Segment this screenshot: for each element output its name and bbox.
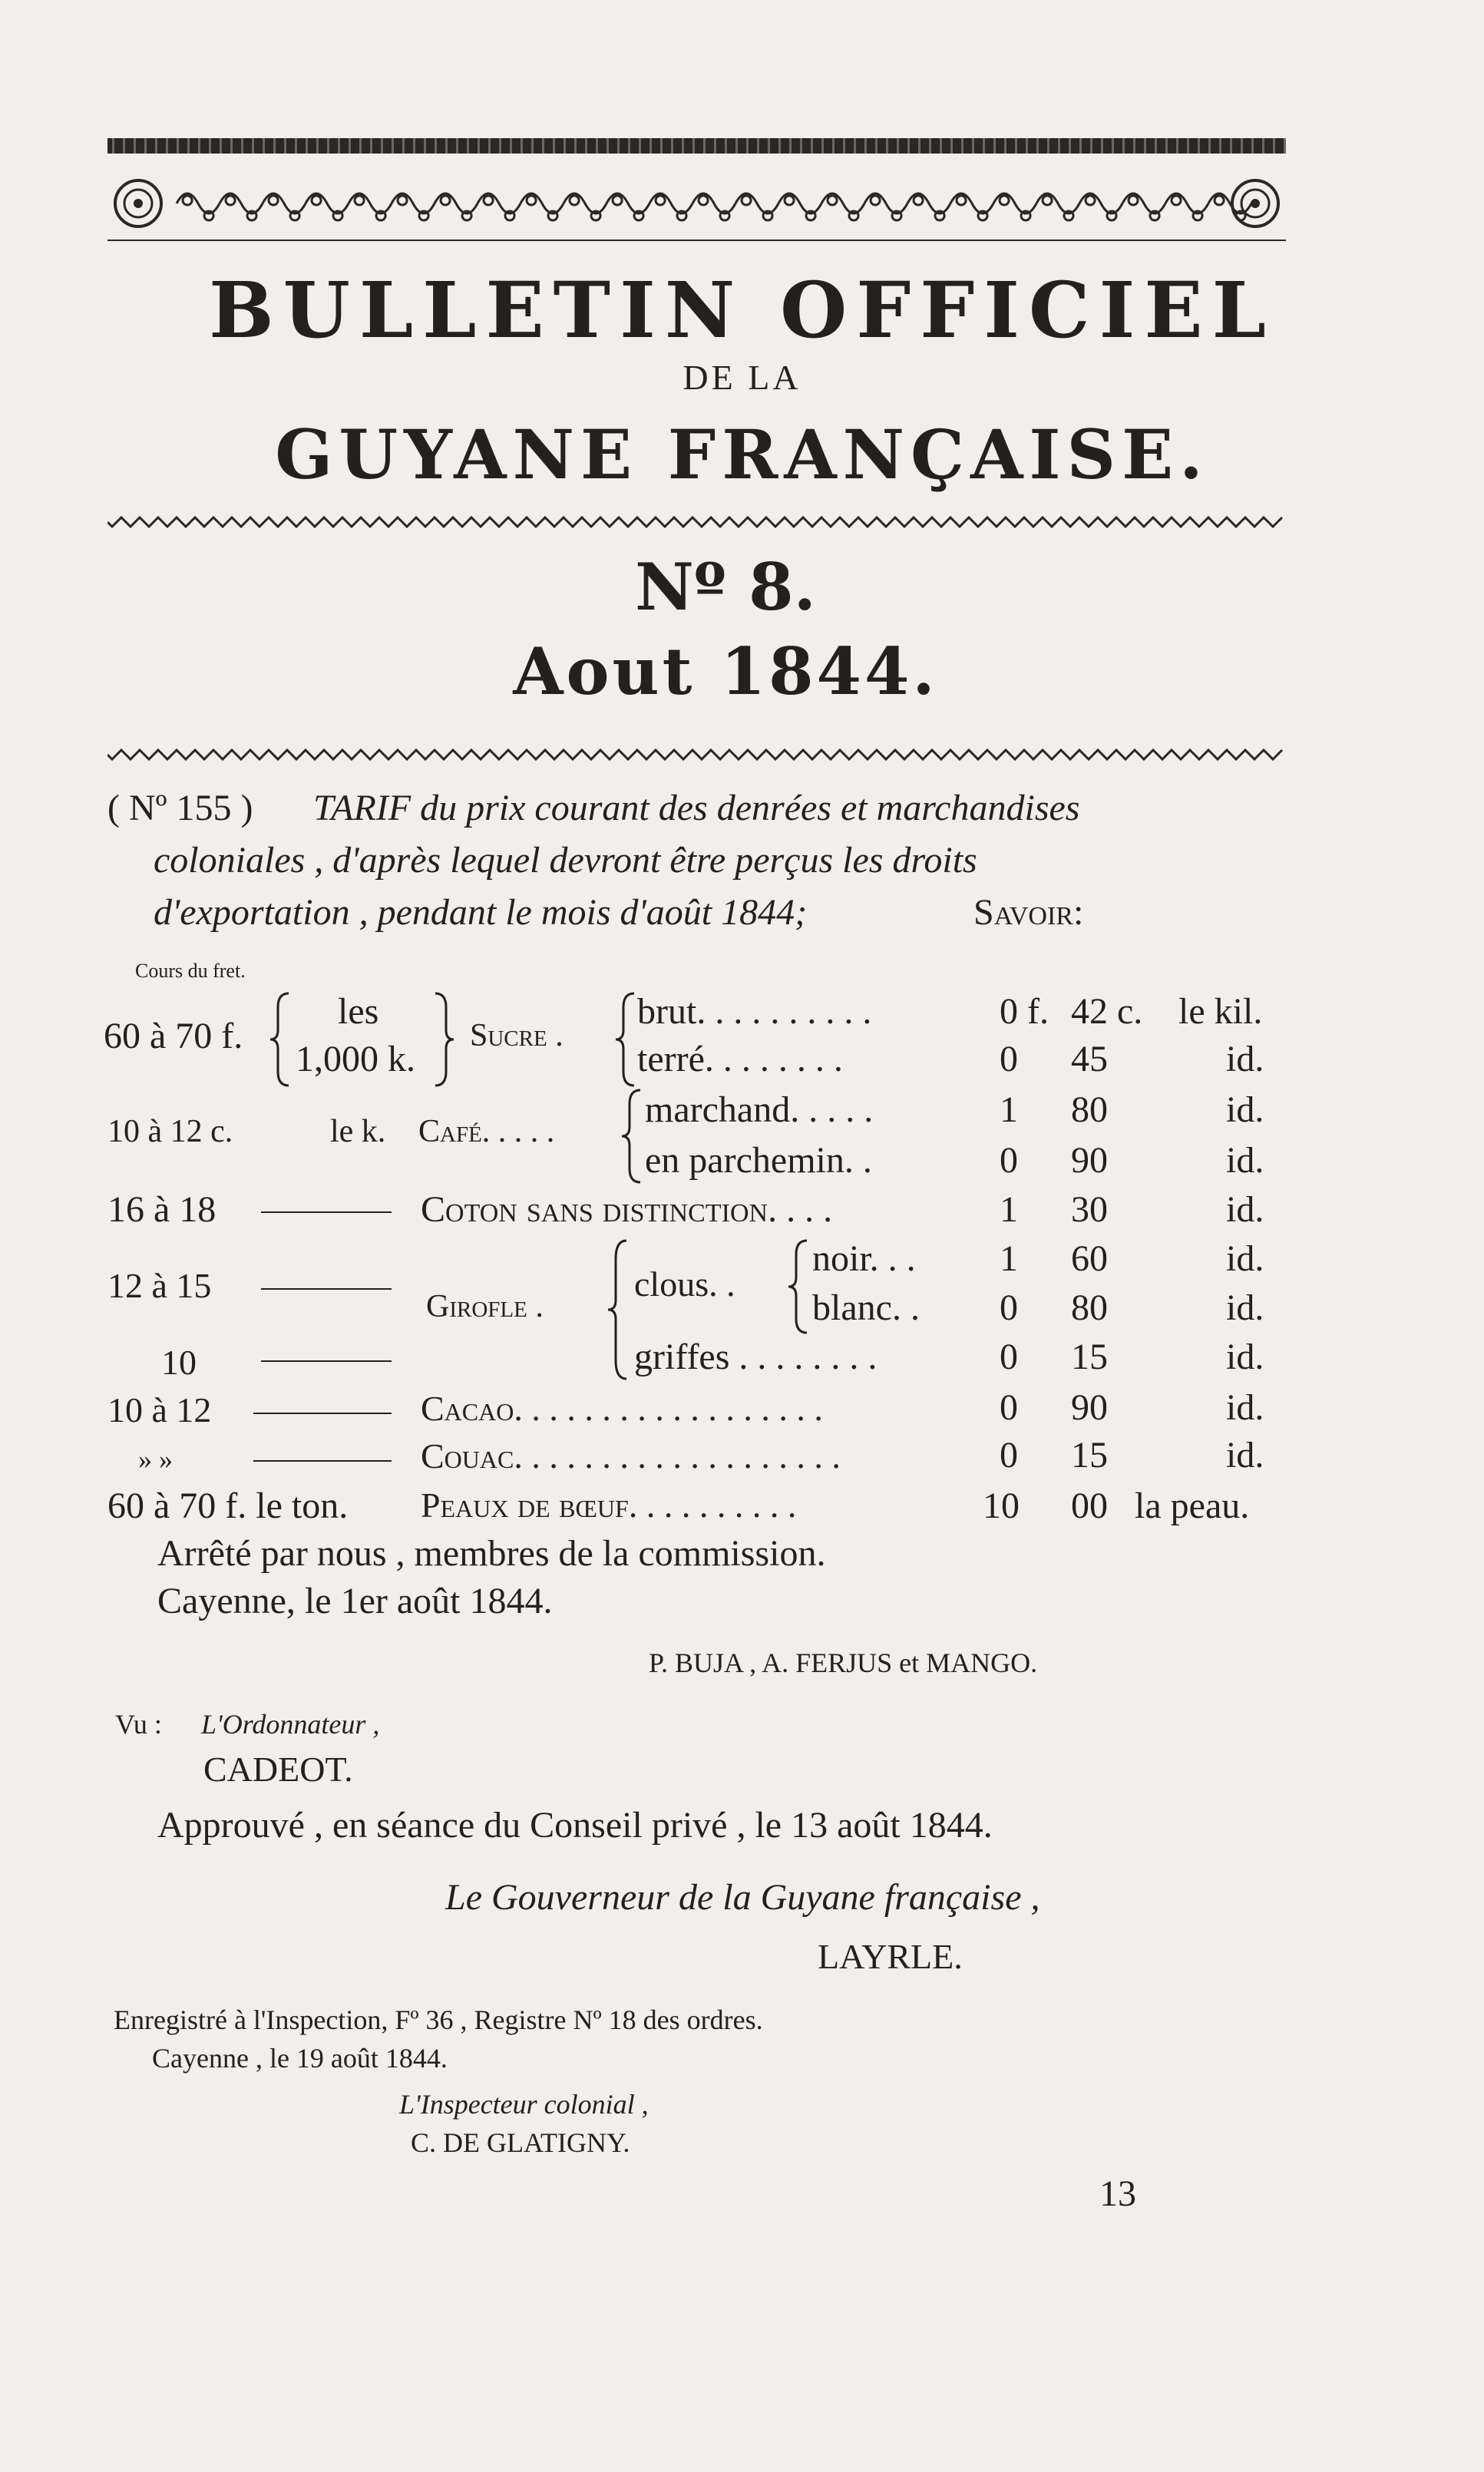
ornament-scroll	[263, 193, 306, 220]
freight-header: Cours du fret.	[135, 960, 246, 982]
couac-francs: 0	[1000, 1435, 1018, 1476]
ornament-scroll	[864, 193, 907, 220]
ditto-dash	[261, 1360, 392, 1362]
issue-number: Nº 8.	[635, 549, 816, 625]
ornament-scroll	[1165, 193, 1208, 220]
sucre-brut-unit: le kil.	[1178, 991, 1263, 1032]
sucre-unit-2: 1,000 k.	[296, 1039, 415, 1079]
ornament-scroll	[1122, 193, 1165, 220]
girofle-griffes-unit: id.	[1226, 1337, 1264, 1377]
cafe-marchand-francs: 1	[1000, 1089, 1018, 1130]
bulletin-colony: GUYANE FRANÇAISE.	[275, 415, 1209, 494]
coton-label: Coton sans distinction. . . .	[421, 1189, 833, 1230]
masthead-rule	[107, 240, 1286, 241]
ornament-scroll	[435, 193, 478, 220]
ordonnateur-title: L'Ordonnateur ,	[201, 1709, 380, 1740]
enregistre-date: Cayenne , le 19 août 1844.	[152, 2043, 448, 2074]
girofle-blanc-cents: 80	[1071, 1287, 1108, 1328]
sucre-terre-unit: id.	[1226, 1039, 1264, 1079]
couac-freight: » »	[138, 1444, 173, 1475]
cacao-label: Cacao. . . . . . . . . . . . . . . . . .	[421, 1389, 823, 1428]
decree-heading-3: d'exportation , pendant le mois d'août 1844;	[154, 892, 808, 933]
brace-icon	[432, 992, 455, 1087]
ornament-scroll	[735, 193, 778, 220]
ornament-scroll	[478, 193, 521, 220]
gouverneur-title: Le Gouverneur de la Guyane française ,	[445, 1877, 1040, 1918]
ornament-scroll	[564, 193, 606, 220]
gouverneur-name: LAYRLE.	[818, 1937, 963, 1976]
zigzag-rule-bottom	[107, 749, 1286, 761]
peaux-unit: la peau.	[1135, 1486, 1250, 1526]
ditto-dash	[261, 1288, 392, 1290]
girofle-label: Girofle .	[426, 1289, 544, 1324]
ornament-border	[107, 173, 1286, 234]
issue-date: Aout 1844.	[513, 633, 938, 709]
bulletin-title: BULLETIN OFFICIEL	[209, 265, 1275, 355]
brace-icon	[620, 1089, 643, 1184]
sucre-freight: 60 à 70 f.	[104, 1016, 243, 1056]
sucre-label: Sucre .	[470, 1018, 564, 1053]
decree-savoir: Savoir:	[973, 892, 1084, 933]
girofle-blanc-unit: id.	[1226, 1287, 1264, 1328]
ditto-dash	[253, 1413, 392, 1414]
cafe-parchemin-cents: 90	[1071, 1140, 1108, 1181]
brace-icon	[269, 992, 292, 1087]
brace-icon	[787, 1239, 810, 1334]
ditto-dash	[253, 1460, 392, 1462]
cafe-marchand: marchand. . . . .	[645, 1089, 874, 1130]
ornament-scroll	[392, 193, 435, 220]
girofle-griffes-cents: 15	[1071, 1337, 1108, 1377]
decree-heading-1: TARIF du prix courant des denrées et marchandises	[313, 788, 1080, 828]
vu-label: Vu :	[115, 1709, 162, 1740]
ornament-scroll	[692, 193, 735, 220]
ornament-scroll	[606, 193, 649, 220]
coton-francs: 1	[1000, 1189, 1018, 1230]
girofle-freight-a: 12 à 15	[107, 1266, 212, 1305]
brace-icon	[614, 992, 637, 1087]
ornament-scroll	[907, 193, 950, 220]
girofle-noir: noir. . .	[812, 1238, 916, 1279]
brace-icon	[606, 1239, 630, 1380]
ornament-scroll	[306, 193, 349, 220]
cafe-label: Café. . . . .	[418, 1114, 555, 1149]
ornament-scroll	[1036, 193, 1079, 220]
inspecteur-name: C. DE GLATIGNY.	[411, 2127, 630, 2158]
decree-heading-2: coloniales , d'après lequel devront être perçus les droits	[154, 840, 977, 881]
inspecteur-title: L'Inspecteur colonial ,	[399, 2089, 649, 2120]
girofle-clous-label: clous. .	[634, 1264, 735, 1304]
ornament-scroll	[993, 193, 1036, 220]
peaux-cents: 00	[1071, 1486, 1108, 1526]
peaux-label: Peaux de bœuf. . . . . . . . . .	[421, 1486, 797, 1525]
sucre-terre-cents: 45	[1071, 1039, 1108, 1079]
decree-number: ( Nº 155 )	[107, 788, 253, 828]
couac-cents: 15	[1071, 1435, 1108, 1476]
coton-cents: 30	[1071, 1189, 1108, 1230]
ornament-scroll	[1079, 193, 1122, 220]
girofle-blanc-francs: 0	[1000, 1287, 1018, 1328]
girofle-blanc: blanc. .	[812, 1287, 920, 1328]
girofle-noir-unit: id.	[1226, 1238, 1264, 1279]
ornament-scroll	[1208, 193, 1251, 220]
ornament-scroll	[950, 193, 993, 220]
peaux-francs: 10	[983, 1486, 1020, 1526]
sucre-terre-francs: 0	[1000, 1039, 1018, 1079]
girofle-noir-cents: 60	[1071, 1238, 1108, 1279]
coton-freight: 16 à 18	[107, 1189, 216, 1230]
page-number: 13	[1099, 2173, 1136, 2214]
arrete-line: Arrêté par nous , membres de la commission.	[157, 1533, 826, 1574]
approuve-line: Approuvé , en séance du Conseil privé , le 13 août 1844.	[157, 1805, 993, 1846]
ornament-scroll	[821, 193, 864, 220]
cacao-cents: 90	[1071, 1387, 1108, 1428]
sucre-unit-1: les	[338, 991, 379, 1032]
couac-unit: id.	[1226, 1435, 1264, 1476]
enregistre-line: Enregistré à l'Inspection, Fº 36 , Registre Nº 18 des ordres.	[114, 2004, 763, 2035]
zigzag-rule-top	[107, 516, 1286, 528]
sucre-terre: terré. . . . . . . .	[637, 1039, 843, 1079]
girofle-noir-francs: 1	[1000, 1238, 1018, 1279]
cacao-unit: id.	[1226, 1387, 1264, 1428]
ornament-scroll	[778, 193, 821, 220]
cafe-unit: le k.	[330, 1114, 386, 1149]
couac-label: Couac. . . . . . . . . . . . . . . . . . .	[421, 1436, 841, 1476]
cafe-parchemin: en parchemin. .	[645, 1140, 872, 1181]
ornament-scroll	[521, 193, 564, 220]
cafe-marchand-cents: 80	[1071, 1089, 1108, 1130]
ornament-scroll	[220, 193, 263, 220]
cacao-francs: 0	[1000, 1387, 1018, 1428]
girofle-griffes: griffes . . . . . . . .	[634, 1337, 878, 1377]
ordonnateur-name: CADEOT.	[203, 1750, 353, 1789]
cafe-parchemin-unit: id.	[1226, 1140, 1264, 1181]
girofle-freight-b: 10	[161, 1343, 197, 1382]
ditto-dash	[261, 1211, 392, 1213]
coton-unit: id.	[1226, 1189, 1264, 1230]
cafe-parchemin-francs: 0	[1000, 1140, 1018, 1181]
arrete-place-date: Cayenne, le 1er août 1844.	[157, 1581, 553, 1621]
ornament-scroll	[649, 193, 692, 220]
sucre-brut-cents: 42 c.	[1071, 991, 1143, 1032]
cacao-freight: 10 à 12	[107, 1390, 212, 1429]
peaux-freight: 60 à 70 f. le ton.	[107, 1486, 349, 1526]
sucre-brut: brut. . . . . . . . . .	[637, 991, 872, 1032]
ornament-scroll	[177, 193, 220, 220]
masthead-top-rule	[107, 138, 1286, 154]
ornament-scroll	[349, 193, 392, 220]
commission-signatories: P. BUJA , A. FERJUS et MANGO.	[649, 1647, 1038, 1678]
cafe-freight: 10 à 12 c.	[107, 1114, 233, 1149]
bulletin-subtitle: DE LA	[683, 358, 801, 397]
cafe-marchand-unit: id.	[1226, 1089, 1264, 1130]
sucre-brut-francs: 0 f.	[1000, 991, 1049, 1032]
girofle-griffes-francs: 0	[1000, 1337, 1018, 1377]
